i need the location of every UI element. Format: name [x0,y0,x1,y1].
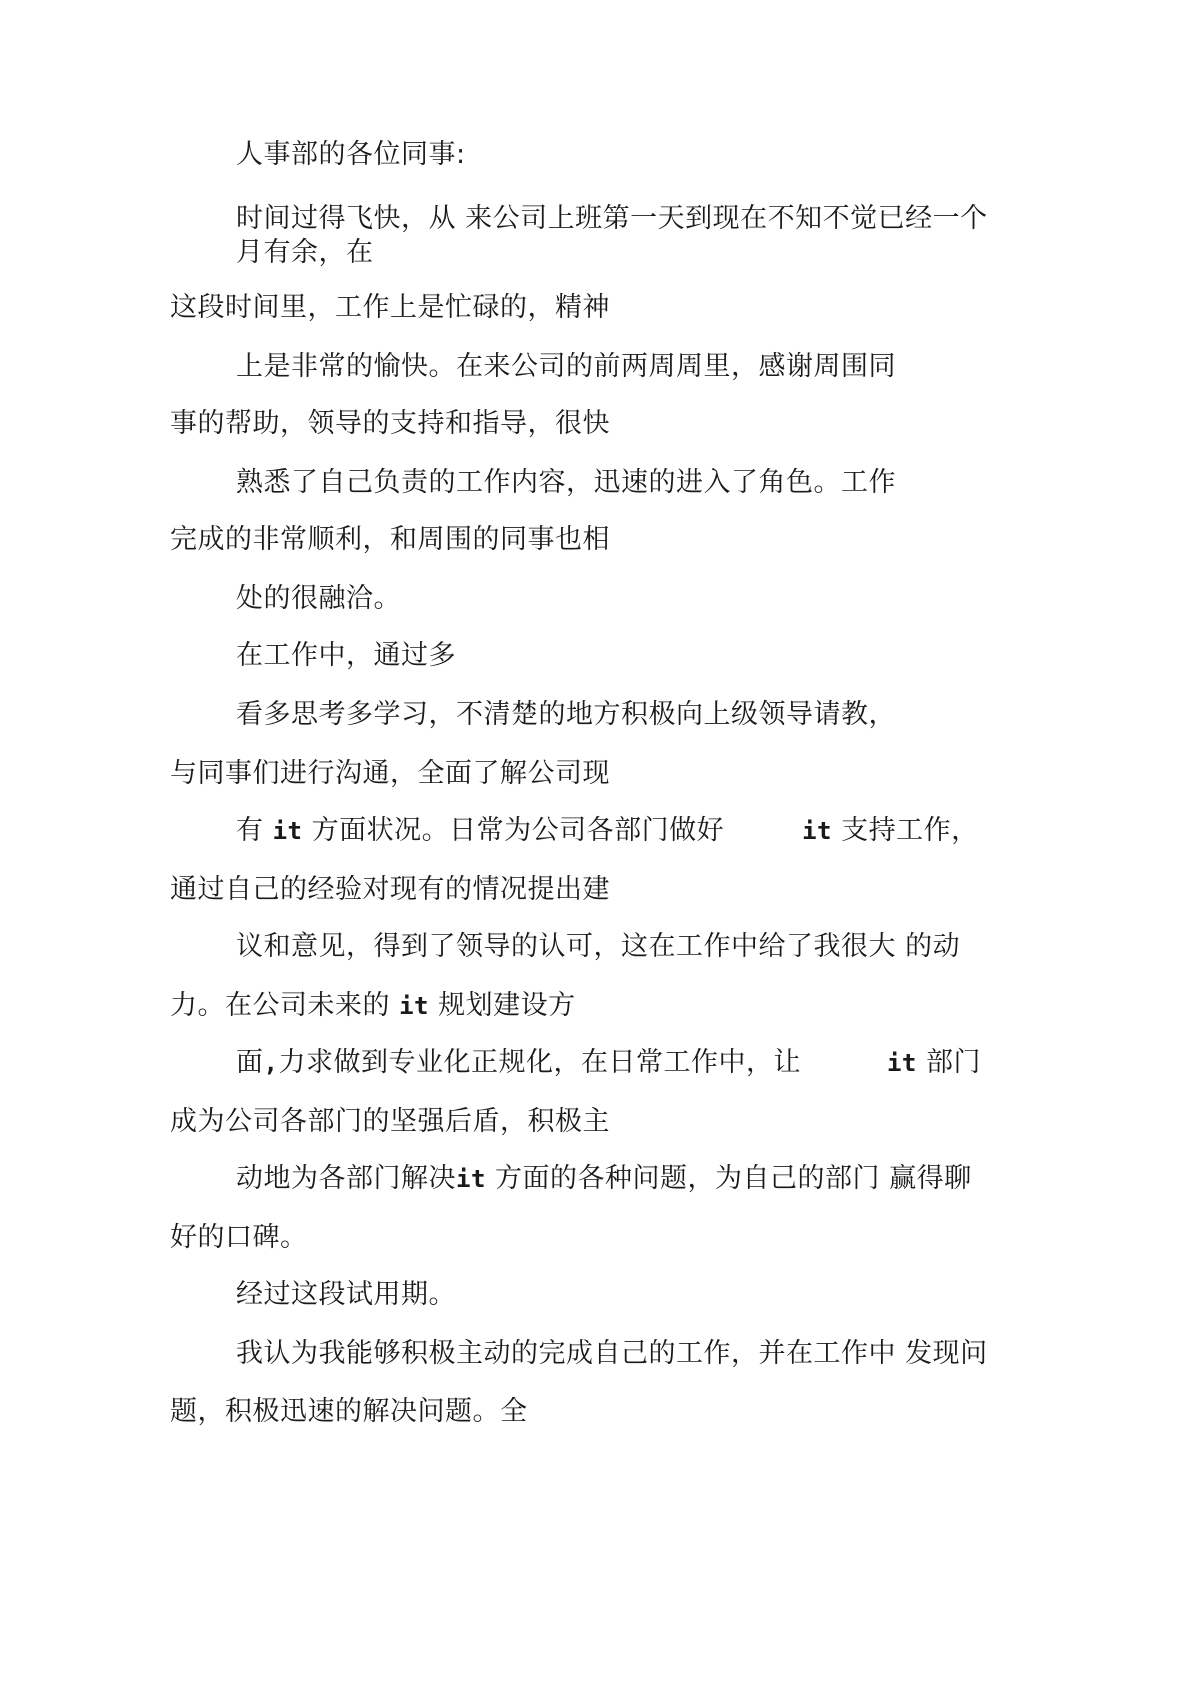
it-term: it [456,1165,486,1193]
text-line [236,1045,981,1081]
text-line: 与同事们进行沟通，全面了解公司现 [170,758,610,789]
text-line: 题，积极迅速的解决问题。全 [170,1396,528,1427]
text-segment: 面 [236,1047,264,1078]
text-line: 时间过得飞快，从 来公司上班第一天到现在不知不觉已经一个 [236,203,988,234]
text-segment: 支持工作， [841,815,979,846]
it-term: it [272,817,303,845]
greeting-line: 人事部的各位同事: [236,139,466,170]
it-term: it [802,817,832,845]
text-segment: 部门 [925,1047,981,1078]
text-segment: 力求做到专业化正规化，在日常工作中，让 [278,1047,801,1078]
it-term: it [399,992,429,1020]
text-line [170,988,576,1024]
text-line [236,1161,972,1197]
text-line: 这段时间里，工作上是忙碌的，精神 [170,292,610,323]
text-line: 我认为我能够积极主动的完成自己的工作，并在工作中 发现问 [236,1338,988,1369]
text-line: 通过自己的经验对现有的情况提出建 [170,874,610,905]
text-line: 上是非常的愉快。在来公司的前两周周里，感谢周围同 [236,351,896,382]
text-line: 议和意见，得到了领导的认可，这在工作中给了我很大 的动 [236,931,961,962]
text-line: 事的帮助，领导的支持和指导，很快 [170,408,610,439]
text-line: 完成的非常顺利，和周围的同事也相 [170,524,610,555]
text-segment: 规划建设方 [438,990,576,1021]
text-line: 好的口碑。 [170,1222,308,1253]
text-line: 成为公司各部门的坚强后盾，积极主 [170,1106,610,1137]
text-line: 处的很融洽。 [236,583,401,614]
text-line [236,813,979,849]
text-line: 看多思考多学习，不清楚的地方积极向上级领导请教， [236,699,896,730]
text-line: 熟悉了自己负责的工作内容，迅速的进入了角色。工作 [236,467,896,498]
text-segment: 方面的各种问题，为自己的部门 赢得聊 [495,1163,972,1194]
text-segment: 动地为各部门解决 [236,1163,456,1194]
text-segment: 方面状况。日常为公司各部门做好 [311,815,725,846]
text-line: 经过这段试用期。 [236,1279,456,1310]
text-line: 月有余，在 [236,237,374,268]
text-segment: 力。在公司未来的 [170,990,390,1021]
text-line: 在工作中，通过多 [236,640,456,671]
it-term: it [886,1049,917,1077]
text-segment: 有 [236,815,264,846]
comma-mark: , [263,1049,279,1077]
